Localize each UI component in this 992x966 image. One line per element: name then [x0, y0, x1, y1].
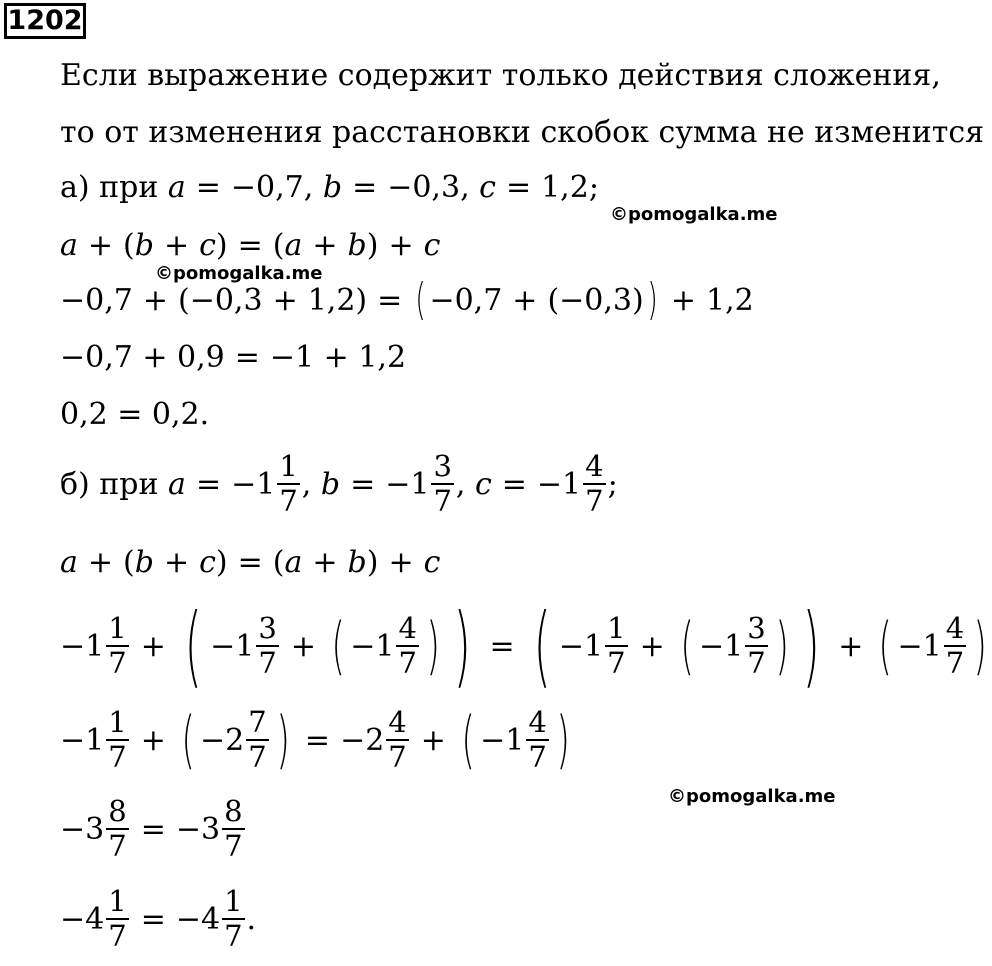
part-a-step-right: −1 + 1,2 — [269, 340, 407, 375]
intro-line-1: Если выражение содержит только действия сложения, — [60, 58, 941, 93]
c-value: 1,2 — [541, 170, 589, 205]
part-b-result: −4 $\frac{1}{7}$ = −4 $\frac{1}{7}$ . — [60, 884, 257, 953]
part-b-step: −1 $\frac{1}{7}$ + ( −2 $\frac{7}{7}$ ) = −2 $\frac{4}{7}$ + ( −1 $\frac{4}{7}$ ) — [60, 703, 570, 776]
part-b-step-2: −3 $\frac{8}{7}$ = −3 $\frac{8}{7}$ — [60, 794, 243, 863]
part-a-substitution: −0,7 + (−0,3 + 1,2) = ( −0,7 + (−0,3) ) + 1,2 — [60, 274, 754, 325]
part-a-condition: а) при a = −0,7 , b = −0,3 , c = 1,2 ; — [60, 170, 599, 205]
watermark-1: ©pomogalka.me — [610, 204, 778, 225]
part-b-condition: б) при a = −1 $\frac{1}{7}$ , b = −1 $\frac{3}{7}$ , c = −1 $\frac{4}{7}$ ; — [60, 449, 618, 518]
b-value: −0,3 — [387, 170, 461, 205]
watermark-3: ©pomogalka.me — [668, 786, 836, 807]
part-a-result: 0,2 = 0,2. — [60, 397, 210, 432]
part-a-step-left: −0,7 + 0,9 — [60, 340, 225, 375]
a-value: −0,7 — [230, 170, 304, 205]
part-b-substitution: −1 $\frac{1}{7}$ + ( −1 $\frac{3}{7}$ + ( −1 $\frac{4}{7}$ ) ) = ( −1 $\frac{1}{7}$ + ( −1 $\frac{3}{7}$ ) ) + ( −1 $\frac{4}{7}$ ) — [60, 594, 987, 697]
intro-line-2: то от изменения расстановки скобок сумма не изменится — [60, 115, 985, 150]
problem-number: 1202 — [4, 3, 86, 39]
part-a-step: −0,7 + 0,9 = −1 + 1,2 — [60, 340, 407, 375]
part-a-identity: a + ( b + c ) = ( a + b ) + c — [60, 228, 441, 263]
watermark-2: ©pomogalka.me — [155, 263, 323, 284]
part-a-label: а) при — [60, 170, 159, 205]
part-b-identity: a + ( b + c ) = ( a + b ) + c — [60, 545, 441, 580]
part-b-label: б) при — [60, 466, 159, 502]
